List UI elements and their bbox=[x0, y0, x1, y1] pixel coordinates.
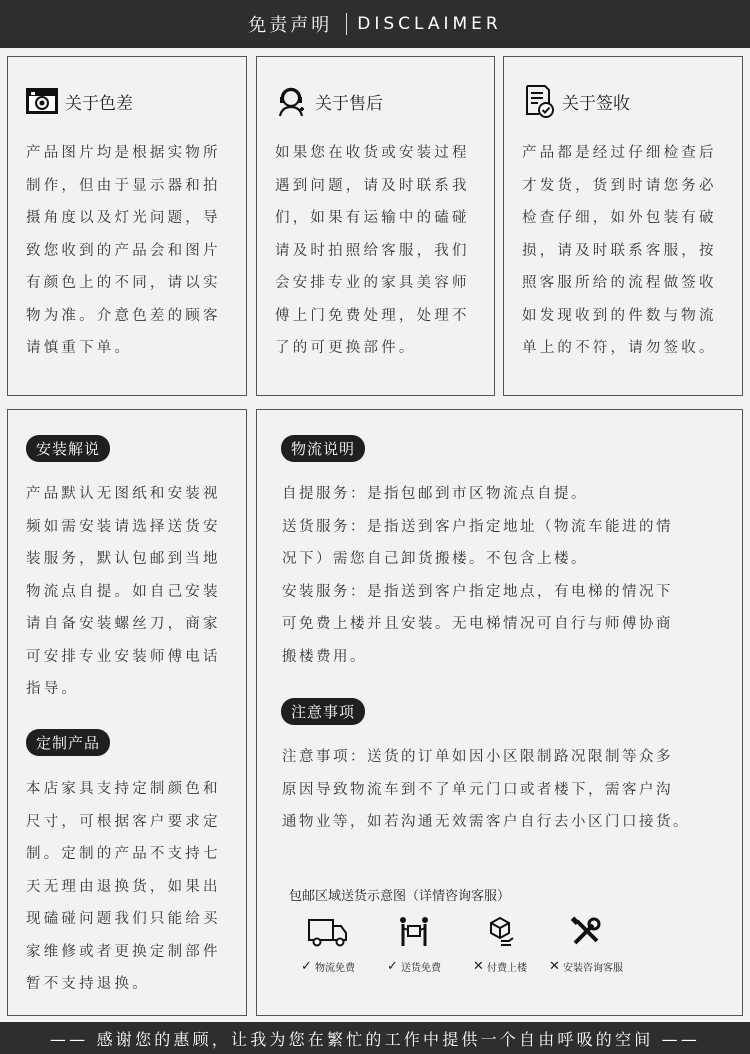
notice-line: 通物业等，如若沟通无效需客户自行去小区门口接货。 bbox=[282, 814, 690, 830]
box-hand-icon bbox=[483, 915, 517, 953]
delivery-person-icon bbox=[397, 915, 431, 953]
logistics-line: 安装服务：是指送到客户指定地点，有电梯的情况下 bbox=[282, 583, 673, 600]
footer-bar bbox=[0, 1022, 750, 1054]
header-title-cn: 免责声明 bbox=[248, 15, 333, 36]
color-difference-title: 关于色差 bbox=[65, 93, 133, 114]
header-divider bbox=[346, 13, 347, 35]
after-sales-text: 如果您在收货或安装过程 遇到问题，请及时联系我 们，如果有运输中的磕碰 请及时拍照给客服，我们 会安排专业的家具美容师 傅上门免费处理，处理不 了的可更换部件。 bbox=[275, 145, 470, 356]
after-sales-title: 关于售后 bbox=[315, 93, 383, 114]
shipping-label-text: 物流免费 bbox=[314, 963, 355, 974]
shipping-item bbox=[371, 915, 457, 974]
install-title: 安装解说 bbox=[26, 435, 110, 462]
logistics-box bbox=[256, 409, 743, 1016]
signing-header bbox=[522, 81, 630, 121]
after-sales-header bbox=[275, 81, 383, 121]
after-sales-box bbox=[256, 56, 495, 396]
color-difference-text: 产品图片均是根据实物所 制作，但由于显示器和拍 摄角度以及灯光问题，导 致您收到的产品会和图片 有颜色上的不同，请以实 物为准。介意色差的顾客 请慎重下单。 bbox=[26, 145, 221, 356]
logistics-line: 可免费上楼并且安装。无电梯情况可自行与师傅协商 bbox=[282, 616, 673, 632]
shipping-mark: ✕ bbox=[549, 959, 560, 974]
camera-icon bbox=[25, 84, 59, 118]
shipping-mark: ✕ bbox=[473, 959, 484, 974]
shipping-label-text: 付费上楼 bbox=[486, 963, 527, 974]
notice-lines bbox=[282, 741, 690, 839]
shipping-icons bbox=[285, 915, 629, 974]
color-difference-header bbox=[25, 81, 133, 121]
logistics-line: 送货服务：是指送到客户指定地址（物流车能进的情 bbox=[282, 518, 673, 535]
color-difference-box bbox=[7, 56, 247, 396]
shipping-label bbox=[473, 959, 527, 974]
shipping-label bbox=[387, 959, 441, 974]
shipping-label-text: 送货免费 bbox=[400, 963, 441, 974]
truck-icon bbox=[307, 915, 349, 953]
notice-title: 注意事项 bbox=[281, 698, 365, 725]
notice-line: 注意事项：送货的订单如因小区限制路况限制等众多 bbox=[282, 749, 673, 765]
signing-title: 关于签收 bbox=[562, 93, 630, 114]
shipping-label-text: 安装咨询客服 bbox=[562, 963, 623, 974]
install-custom-box bbox=[7, 409, 247, 1016]
shipping-title: 包邮区域送货示意图（详情咨询客服） bbox=[289, 889, 511, 904]
shipping-item bbox=[543, 915, 629, 974]
header-bar bbox=[0, 0, 750, 48]
tools-icon bbox=[569, 915, 603, 953]
logistics-line: 搬楼费用。 bbox=[282, 648, 367, 665]
custom-text: 本店家具支持定制颜色和 尺寸，可根据客户要求定 制。定制的产品不支持七 天无理由退换货，如果出 现磕碰问题我们只能给买 家维修或者更换定制部件 暂不支持退换。 bbox=[26, 781, 221, 992]
shipping-mark: ✓ bbox=[387, 959, 398, 974]
shipping-item bbox=[285, 915, 371, 974]
logistics-title: 物流说明 bbox=[281, 435, 365, 462]
shipping-label bbox=[549, 959, 623, 974]
shipping-item bbox=[457, 915, 543, 974]
shipping-mark: ✓ bbox=[301, 959, 312, 974]
custom-title: 定制产品 bbox=[26, 729, 110, 756]
support-agent-icon bbox=[275, 84, 309, 118]
signing-box bbox=[503, 56, 743, 396]
install-text: 产品默认无图纸和安装视 频如需安装请选择送货安 装服务，默认包邮到当地 物流点自提。如自己安装 请自备安装螺丝刀，商家 可安排专业安装师傅电话 指导。 bbox=[26, 486, 221, 697]
shipping-label bbox=[301, 959, 355, 974]
logistics-lines bbox=[282, 478, 673, 673]
header-title-en: DISCLAIMER bbox=[357, 14, 502, 34]
notice-line: 原因导致物流车到不了单元门口或者楼下，需客户沟 bbox=[282, 781, 673, 798]
logistics-line: 况下）需您自己卸货搬楼。不包含上楼。 bbox=[282, 551, 588, 567]
checklist-icon bbox=[522, 84, 556, 118]
footer-text: —— 感谢您的惠顾，让我为您在繁忙的工作中提供一个自由呼吸的空间 —— bbox=[49, 1029, 701, 1049]
signing-text: 产品都是经过仔细检查后 才发货，货到时请您务必 检查仔细，如外包装有破 损，请及时联系客服，按 照客服所给的流程做签收 如发现收到的件数与物流 单上的不符，请勿签收。 bbox=[522, 145, 717, 356]
logistics-line: 自提服务：是指包邮到市区物流点自提。 bbox=[282, 486, 588, 502]
